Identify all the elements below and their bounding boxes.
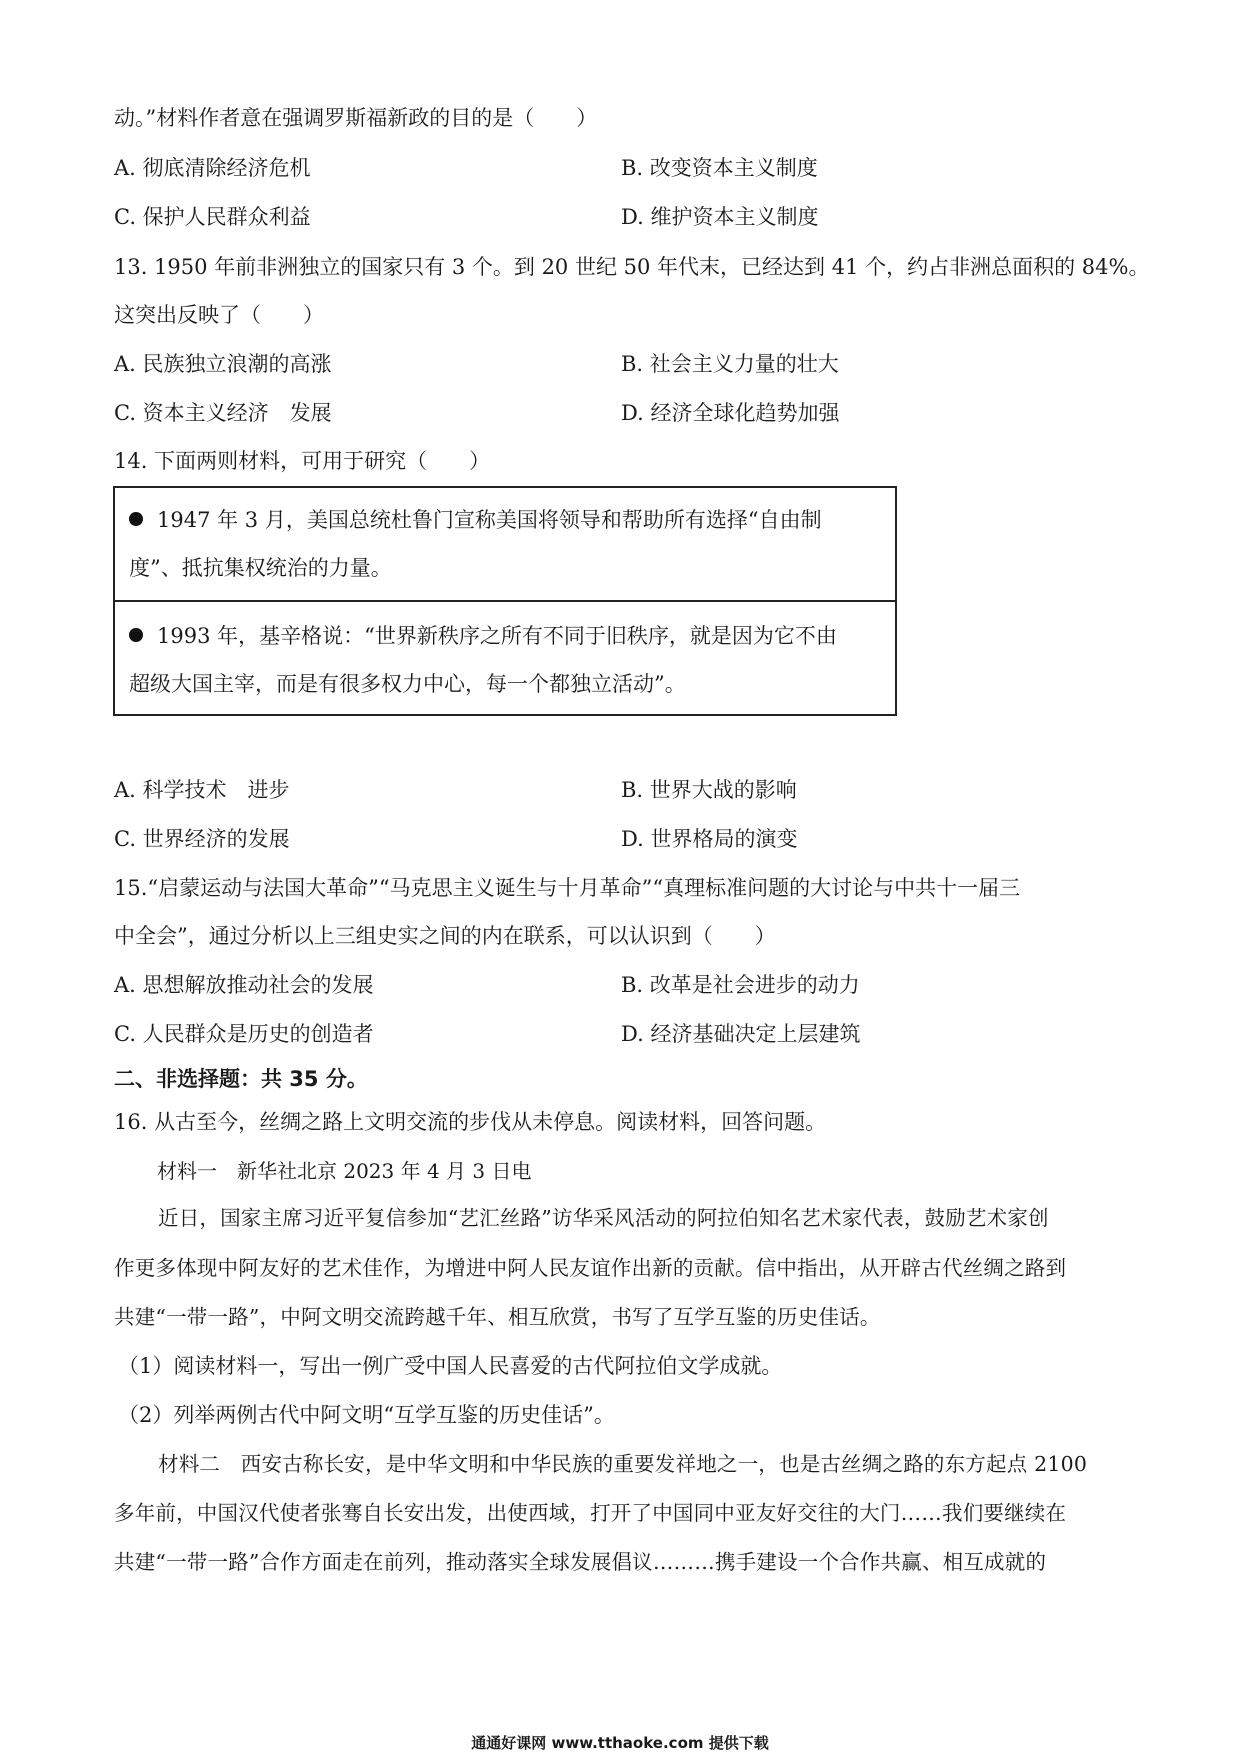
q15-option-a: A. 思想解放推动社会的发展 [114, 973, 374, 997]
q16-subquestion-1: （1）阅读材料一，写出一例广受中国人民喜爱的古代阿拉伯文学成就。 [118, 1354, 783, 1378]
section-heading: 二、非选择题：共 35 分。 [114, 1067, 368, 1091]
q16-material1-line1: 近日，国家主席习近平复信参加“艺汇丝路”访华采风活动的阿拉伯知名艺术家代表，鼓励艺术家创 [158, 1206, 1049, 1230]
q16-stem: 16. 从古至今，丝绸之路上文明交流的步伐从未停息。阅读材料，回答问题。 [114, 1110, 827, 1134]
q16-material1-title: 材料一 新华社北京 2023 年 4 月 3 日电 [157, 1159, 532, 1183]
q14-option-d: D. 世界格局的演变 [621, 827, 798, 851]
q15-stem-line2: 中全会”，通过分析以上三组史实之间的内在联系，可以认识到（ ） [114, 924, 776, 948]
bullet-icon [129, 628, 143, 642]
bullet-icon [129, 512, 143, 526]
q13-stem-line2: 这突出反映了（ ） [114, 303, 324, 327]
q14-option-c: C. 世界经济的发展 [114, 827, 290, 851]
q13-option-b: B. 社会主义力量的壮大 [621, 352, 839, 376]
q15-stem-line1: 15.“启蒙运动与法国大革命”“马克思主义诞生与十月革命”“真理标准问题的大讨论与中共十一届三 [114, 876, 1021, 900]
q13-option-d: D. 经济全球化趋势加强 [621, 401, 840, 425]
q15-option-c: C. 人民群众是历史的创造者 [114, 1022, 374, 1046]
q14-option-a: A. 科学技术 进步 [114, 778, 290, 802]
q14-box1-line1 [129, 506, 822, 534]
q14-material-box-2 [113, 600, 897, 716]
q14-box2-text1: 1993 年，基辛格说：“世界新秩序之所有不同于旧秩序，就是因为它不由 [157, 624, 837, 648]
q16-subquestion-2: （2）列举两例古代中阿文明“互学互鉴的历史佳话”。 [118, 1403, 615, 1427]
q15-option-b: B. 改革是社会进步的动力 [621, 973, 860, 997]
q12-option-c: C. 保护人民群众利益 [114, 205, 311, 229]
q14-box1-line2: 度”、抵抗集权统治的力量。 [129, 556, 392, 580]
q13-option-c: C. 资本主义经济 发展 [114, 401, 332, 425]
q14-option-b: B. 世界大战的影响 [621, 778, 797, 802]
q14-box1-text1: 1947 年 3 月，美国总统杜鲁门宣称美国将领导和帮助所有选择“自由制 [157, 508, 822, 532]
q14-box2-line2: 超级大国主宰，而是有很多权力中心，每一个都独立活动”。 [129, 672, 686, 696]
q16-material2-line3: 共建“一带一路”合作方面走在前列，推动落实全球发展倡议………携手建设一个合作共赢、相互成就的 [114, 1550, 1047, 1574]
q12-stem: 动。”材料作者意在强调罗斯福新政的目的是（ ） [114, 106, 598, 130]
q16-material2-line2: 多年前，中国汉代使者张骞自长安出发，出使西域，打开了中国同中亚友好交往的大门……我们要继续在 [114, 1501, 1067, 1525]
page-footer: 通通好课网 www.tthaoke.com 提供下载 [471, 1734, 769, 1752]
q12-option-a: A. 彻底清除经济危机 [114, 156, 311, 180]
q16-material1-line3: 共建“一带一路”，中阿文明交流跨越千年、相互欣赏，书写了互学互鉴的历史佳话。 [114, 1305, 881, 1329]
q14-stem: 14. 下面两则材料，可用于研究（ ） [114, 449, 491, 473]
q12-option-d: D. 维护资本主义制度 [621, 205, 819, 229]
q16-material1-line2: 作更多体现中阿友好的艺术佳作，为增进中阿人民友谊作出新的贡献。信中指出，从开辟古代丝绸之路到 [114, 1256, 1067, 1280]
q13-option-a: A. 民族独立浪潮的高涨 [114, 352, 332, 376]
q15-option-d: D. 经济基础决定上层建筑 [621, 1022, 861, 1046]
q14-material-box-1 [113, 486, 897, 602]
q16-material2-line1: 材料二 西安古称长安，是中华文明和中华民族的重要发祥地之一，也是古丝绸之路的东方起点 2100 [158, 1452, 1088, 1476]
q12-option-b: B. 改变资本主义制度 [621, 156, 818, 180]
q14-box2-line1 [129, 622, 837, 650]
q13-stem-line1: 13. 1950 年前非洲独立的国家只有 3 个。到 20 世纪 50 年代末，已经达到 41 个，约占非洲总面积的 84%。 [114, 255, 1150, 279]
